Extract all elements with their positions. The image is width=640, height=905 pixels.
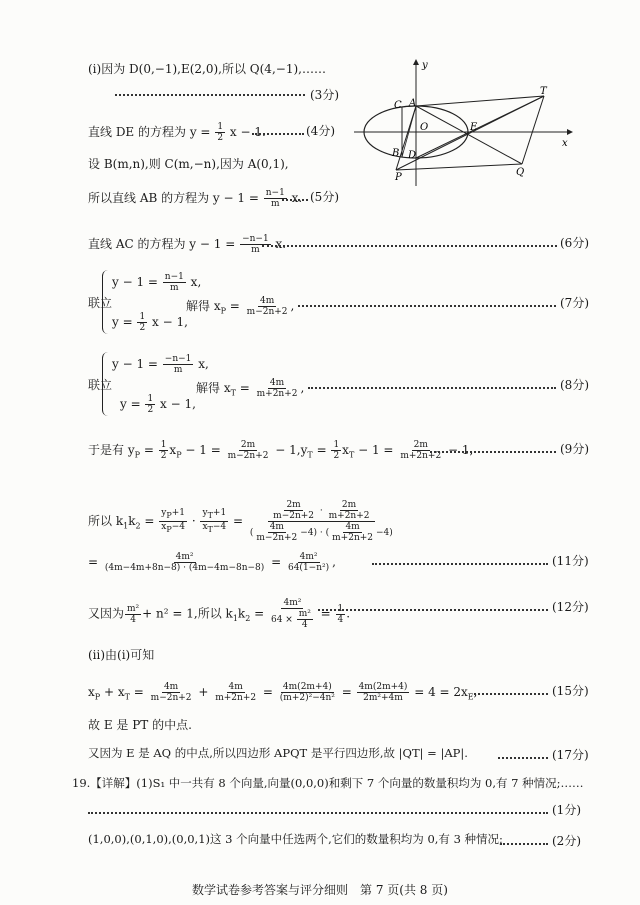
system-2-eq2: y = $\frac{1}{2}$ x − 1, bbox=[120, 394, 196, 415]
label-a: A bbox=[409, 98, 417, 109]
ellipse-figure bbox=[350, 58, 578, 188]
dots-1 bbox=[115, 94, 305, 96]
line-pq bbox=[396, 164, 522, 170]
label-x: x bbox=[562, 138, 568, 149]
score-9: (9分) bbox=[560, 442, 589, 456]
line-1: (ⅰ)因为 D(0,−1),E(2,0),所以 Q(4,−1),…… bbox=[88, 62, 326, 76]
dots-17 bbox=[88, 812, 548, 814]
page-footer: 数学试卷参考答案与评分细则 第 7 页(共 8 页) bbox=[192, 883, 448, 897]
line-14: 故 E 是 PT 的中点. bbox=[88, 718, 192, 732]
dots-6 bbox=[298, 305, 556, 307]
line-tq bbox=[522, 96, 544, 164]
system-1-eq1: y − 1 = $\frac{n-1}{m}$ x, bbox=[112, 272, 202, 293]
label-o: O bbox=[420, 122, 429, 133]
line-dt bbox=[416, 96, 544, 158]
dots-18 bbox=[500, 843, 548, 845]
score-11: (11分) bbox=[552, 554, 589, 568]
dots-15 bbox=[498, 757, 548, 759]
label-p: P bbox=[395, 172, 402, 183]
label-y: y bbox=[422, 60, 428, 71]
dots-10 bbox=[372, 563, 548, 565]
score-4: (4分) bbox=[306, 124, 335, 138]
line-at bbox=[416, 96, 544, 106]
dots-8 bbox=[430, 451, 556, 453]
score-12: (12分) bbox=[552, 600, 589, 614]
score-2: (2分) bbox=[552, 834, 581, 848]
dots-13 bbox=[474, 693, 548, 695]
line-7-label: 联立 bbox=[88, 378, 113, 392]
line-6-solve: 解得 $x_P$ = $\frac{4m}{m-2n+2}$ , bbox=[186, 296, 295, 317]
dots-4 bbox=[282, 199, 308, 201]
label-d: D bbox=[408, 150, 417, 161]
dots-2 bbox=[252, 133, 304, 135]
label-b: B bbox=[392, 148, 400, 159]
score-5: (5分) bbox=[310, 190, 339, 204]
line-15: 又因为 E 是 AQ 的中点,所以四边形 APQT 是平行四边形,故 |QT| = |AP|. bbox=[88, 746, 468, 760]
line-10: = $\frac{\text{4m²}}{(4m-4m+8n-8) \cdot (4m-4m-8n-8)}$ = $\frac{\text{4m²}}{\text{64(1−n²)}}$ , bbox=[88, 552, 336, 573]
line-7-solve: 解得 $x_T$ = $\frac{4m}{m+2n+2}$ , bbox=[196, 378, 305, 399]
label-c: C bbox=[394, 100, 402, 111]
line-12: (ⅱ)由(ⅰ)可知 bbox=[88, 648, 155, 662]
label-e: E bbox=[470, 122, 478, 133]
line-4: 所以直线 AB 的方程为 y − 1 = $\frac{n-1}{m}$ x. bbox=[88, 188, 303, 209]
score-6: (6分) bbox=[560, 236, 589, 250]
line-18: (1,0,0),(0,1,0),(0,0,1)这 3 个向量中任选两个,它们的数量积均为 0,有 3 种情况; bbox=[88, 832, 503, 846]
label-q: Q bbox=[516, 167, 525, 178]
line-8: 于是有 $y_P$ = $\frac{1}{2}$ $x_P - 1$ = $\frac{2m}{m-2n+2}$ − $1,y_T$ = $\frac{1}{2}$ $x_T - 1$ = $\frac{2m}{m+2n+2}$ − 1, bbox=[88, 440, 474, 461]
system-1-eq2: y = $\frac{1}{2}$ x − 1, bbox=[112, 312, 188, 333]
dots-5 bbox=[262, 245, 557, 247]
line-6-label: 联立 bbox=[88, 296, 113, 310]
score-7: (7分) bbox=[560, 296, 589, 310]
label-t: T bbox=[540, 86, 547, 97]
dots-11 bbox=[318, 609, 548, 611]
line-16: 19.【详解】(1)S₁ 中一共有 8 个向量,向量(0,0,0)和剩下 7 个向量的数量积均为 0,有 7 种情况;…… bbox=[72, 776, 584, 790]
line-13: $x_P + x_T$ = $\frac{4m}{m-2n+2}$ + $\frac{4m}{m+2n+2}$ = $\frac{4m(2m+4)}{\text{(m+2)²−4n²}}$ = $\frac{4m(2m+4)}{\text{2m²+4m}}$ = $4 = 2x_E$, bbox=[88, 682, 478, 703]
score-8: (8分) bbox=[560, 378, 589, 392]
score-17: (17分) bbox=[552, 748, 589, 762]
line-5: 直线 AC 的方程为 y − 1 = $\frac{-n-1}{m}$ x. bbox=[88, 234, 287, 255]
dots-7 bbox=[308, 387, 556, 389]
line-2: 直线 DE 的方程为 y = $\frac{1}{2}$ x − 1. bbox=[88, 122, 266, 143]
line-3: 设 B(m,n),则 C(m,−n),因为 A(0,1), bbox=[88, 157, 289, 171]
score-15: (15分) bbox=[552, 684, 589, 698]
line-9: 所以 $k_1k_2$ = $\frac{y_P+1}{x_P-4}$ · $\frac{y_T+1}{x_T-4}$ = $\frac{2m}{m-2n+2}$ · $\frac{2m}{m+2n+2}$ ( $\frac{4m}{m-2n+2}$ −4) · ( $\frac{4m}{m+2n+2}$ −4) bbox=[88, 500, 393, 543]
line-11: 又因为 $\frac{\text{m²}}{4}$ + n² = 1,所以 $k_1k_2$ = 4m² 64 × $\frac{\text{m²}}{4}$ = $\frac{1}{4}$ . bbox=[88, 598, 351, 630]
score-1: (1分) bbox=[552, 803, 581, 817]
score-3: (3分) bbox=[310, 88, 339, 102]
system-2-eq1: y − 1 = $\frac{-n-1}{m}$ x, bbox=[112, 354, 209, 375]
